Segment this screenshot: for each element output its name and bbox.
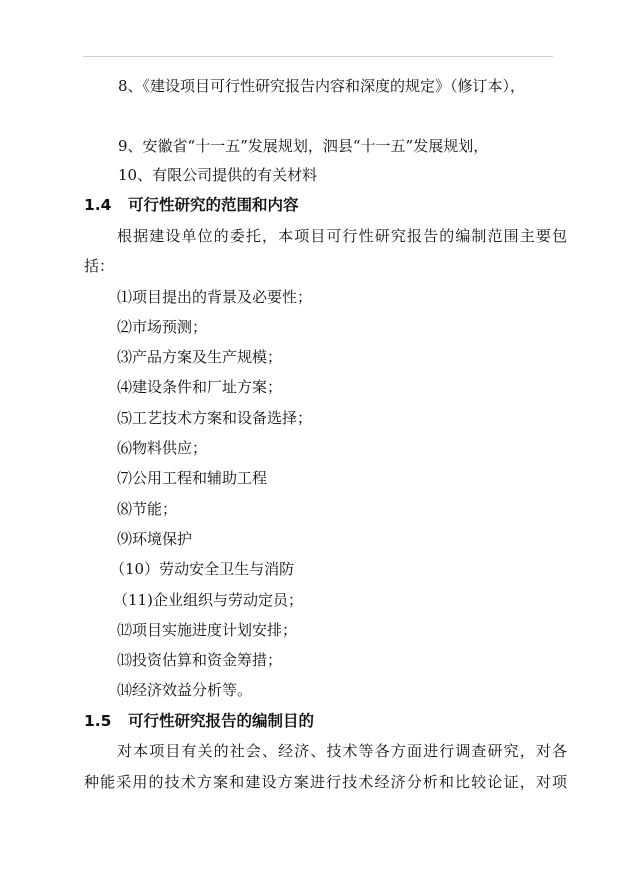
section-title: 可行性研究的范围和内容 [128, 196, 299, 214]
scope-item-13: ⒀投资估算和资金筹措； [117, 651, 283, 669]
header-rule [83, 56, 553, 57]
section-heading-1-4 [84, 195, 299, 215]
scope-item-14: ⒁经济效益分析等。 [117, 681, 253, 699]
scope-intro-line-2: 括： [84, 257, 115, 275]
scope-item-8: ⑻节能； [117, 500, 178, 518]
reference-item-9: 9、安徽省“十一五”发展规划，泗县“十一五”发展规划， [118, 137, 489, 155]
scope-item-11: （11)企业组织与劳动定员； [113, 591, 303, 609]
scope-item-7: ⑺公用工程和辅助工程 [117, 469, 268, 487]
purpose-paragraph-line-1: 对本项目有关的社会、经济、技术等各方面进行调查研究，对各 [117, 742, 567, 760]
scope-item-10: （10）劳动安全卫生与消防 [110, 560, 295, 578]
scope-item-1: ⑴项目提出的背景及必要性； [117, 288, 313, 306]
scope-item-3: ⑶产品方案及生产规模； [117, 348, 283, 366]
scope-item-2: ⑵市场预测； [117, 318, 208, 336]
section-number: 1.5 [84, 712, 112, 730]
scope-item-9: ⑼环境保护 [117, 530, 193, 548]
reference-item-10: 10、有限公司提供的有关材料 [118, 166, 318, 184]
section-number: 1.4 [84, 196, 112, 214]
scope-item-4: ⑷建设条件和厂址方案； [117, 378, 283, 396]
scope-item-12: ⑿项目实施进度计划安排； [117, 621, 298, 639]
scope-intro-line-1: 根据建设单位的委托，本项目可行性研究报告的编制范围主要包 [117, 227, 567, 245]
purpose-paragraph-line-2: 种能采用的技术方案和建设方案进行技术经济分析和比较论证，对项 [84, 773, 567, 791]
scope-item-6: ⑹物料供应； [117, 439, 208, 457]
reference-item-8: 8、《建设项目可行性研究报告内容和深度的规定》（修订本）， [118, 77, 526, 95]
section-heading-1-5 [84, 711, 314, 731]
scope-item-5: ⑸工艺技术方案和设备选择； [117, 409, 313, 427]
section-title: 可行性研究报告的编制目的 [128, 712, 315, 730]
